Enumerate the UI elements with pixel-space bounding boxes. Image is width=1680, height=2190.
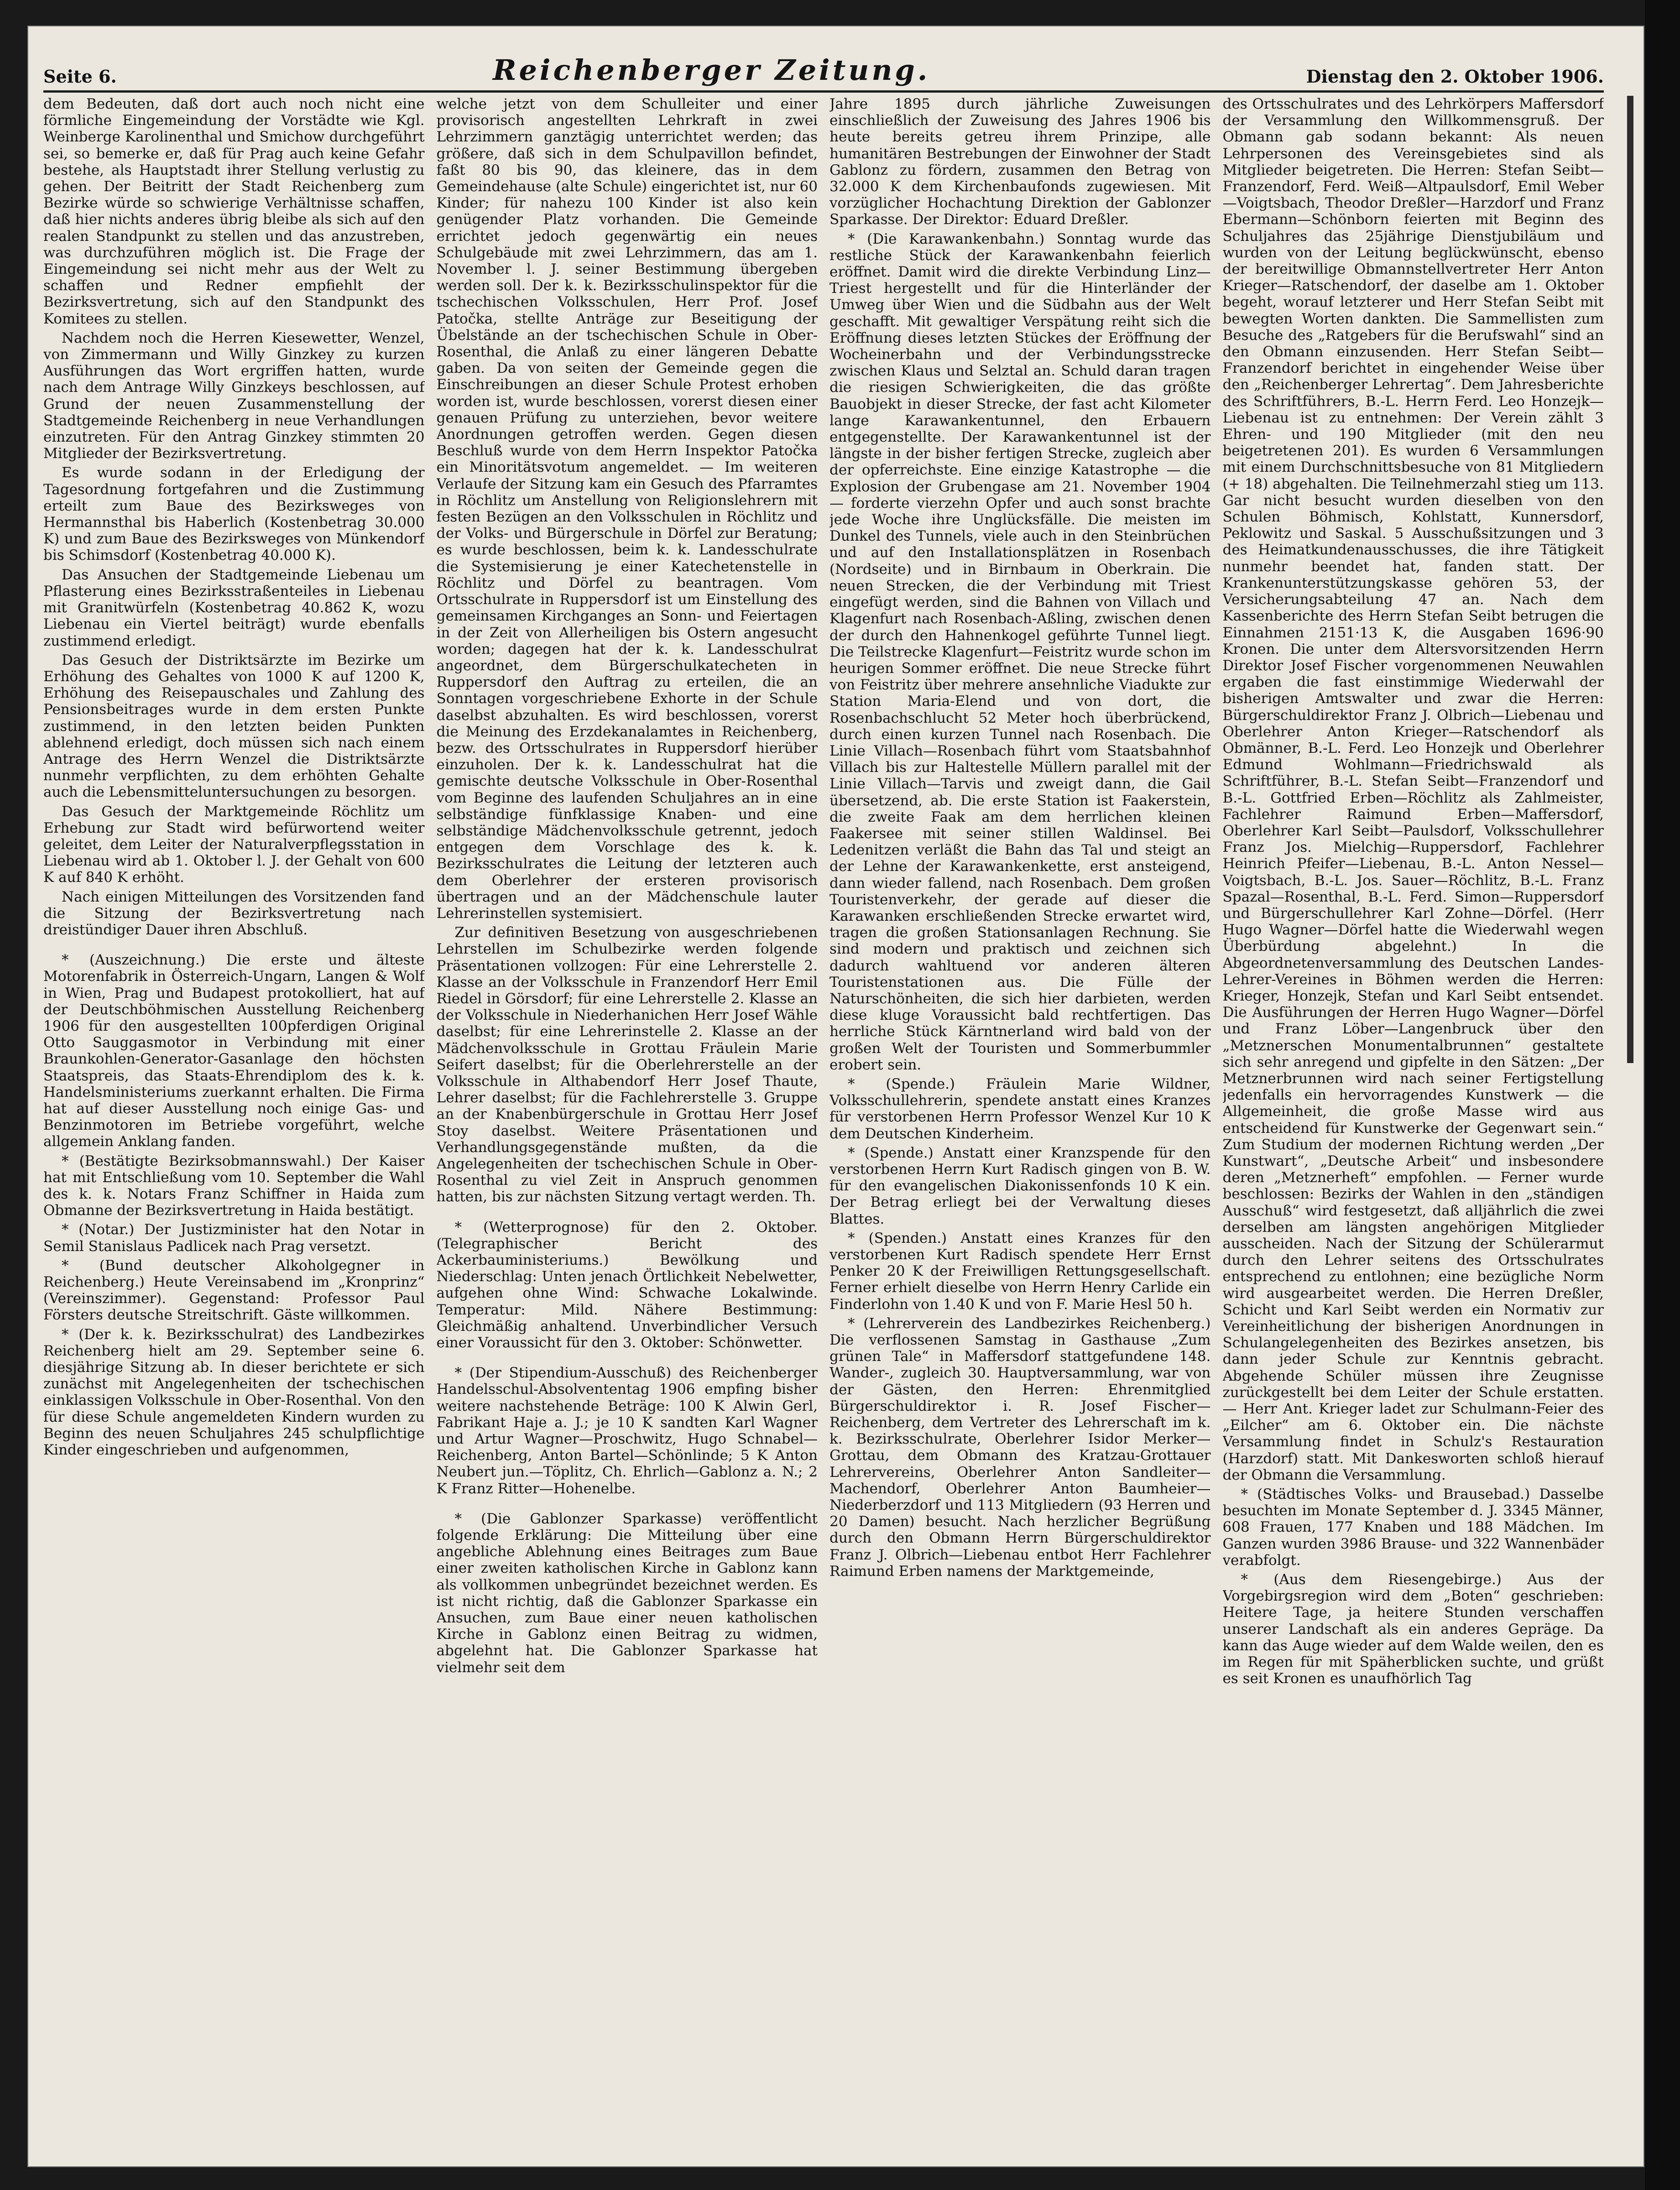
page-header — [43, 46, 1604, 93]
paragraph: Nachdem noch die Herren Kiesewetter, Wenzel, von Zimmermann und Willy Ginzkey zu kurzen Ausführungen das Wort ergriffen hatten, wurde nach dem Antrage Willy Ginzkeys beschlossen, auf Grund der neuen Zusammenstellung der Stadtgemeinde Reichenberg in neue Verhandlungen einzutreten. Für den Antrag Ginzkey stimmten 20 Mitglieder der Bezirksvertretung. — [43, 329, 425, 462]
news-item: * (Städtisches Volks- und Brausebad.) Dasselbe besuchten im Monate September d. J. 3345 Männer, 608 Frauen, 177 Knaben und 188 Mädchen. Im Ganzen wurden 3986 Brause- und 322 Wannenbäder verabfolgt. — [1222, 1486, 1604, 1569]
column-1 — [43, 96, 425, 2103]
news-item: * (Spende.) Fräulein Marie Wildner, Volksschullehrerin, spendete anstatt eines Kranzes für verstorbenen Herrn Professor Wenzel Kur 10 K dem Deutschen Kinderheim. — [830, 1075, 1211, 1142]
news-item: * (Lehrerverein des Landbezirkes Reichenberg.) Die verflossenen Samstag in Gasthause „Zum grünen Tale“ in Maffersdorf stattgefundene 148. Wander-, zugleich 30. Hauptversammlung, war von der Gästen, den Herren: Ehrenmitglied Bürgerschuldirektor i. R. Josef Fischer—Reichenberg, dem Vertreter des Lehrerschaft im k. k. Bezirksschulrate, Oberlehrer Isidor Merker—Grottau, dem Obmann des Kratzau-Grottauer Lehrervereins, Oberlehrer Anton Sandleiter—Machendorf, Oberlehrer Anton Baumheier—Niederberzdorf und 113 Mitgliedern (93 Herren und 20 Damen) besucht. Nach herzlicher Begrüßung durch den Obmann Herrn Bürgerschuldirektor Franz J. Olbrich—Liebenau entbot Herr Fachlehrer Raimund Erben namens der Marktgemeinde, — [830, 1315, 1211, 1580]
column-4 — [1223, 96, 1604, 2103]
news-item: * (Bestätigte Bezirksobmannswahl.) Der Kaiser hat mit Entschließung vom 10. September die Wahl des k. k. Notars Franz Schiffner in Haida zum Obmanne der Bezirksvertretung in Haida bestätigt. — [43, 1152, 425, 1219]
news-item: * (Der Stipendium-Ausschuß) des Reichenberger Handelsschul-Absolvententag 1906 empfing bisher weitere nachstehende Beträge: 100 K Alwin Gerl, Fabrikant Haje a. J.; je 10 K sandten Karl Wagner und Artur Wagner—Proschwitz, Hugo Schnabel—Reichenberg, Anton Bartel—Schönlinde; 5 K Anton Neubert jun.—Töplitz, Ch. Ehrlich—Gablonz a. N.; 2 K Franz Ritter—Hohenelbe. — [436, 1365, 818, 1497]
column-3 — [830, 96, 1211, 2103]
paragraph: Es wurde sodann in der Erledigung der Tagesordnung fortgefahren und die Zustimmung erteilt zum Baue des Bezirksweges von Hermannsthal bis Haberlich (Kostenbetrag 30.000 K) und zum Baue des Bezirksweges von Münkendorf bis Schimsdorf (Kostenbetrag 40.000 K). — [43, 464, 425, 564]
paragraph: Nach einigen Mitteilungen des Vorsitzenden fand die Sitzung der Bezirksvertretung nach dreistündiger Dauer ihren Abschluß. — [43, 888, 425, 938]
news-item: * (Bund deutscher Alkoholgegner in Reichenberg.) Heute Vereinsabend im „Kronprinz“ (Vereinszimmer). Gegenstand: Professor Paul Försters deutsche Streitschrift. Gäste willkommen. — [43, 1257, 425, 1324]
paragraph: dem Bedeuten, daß dort auch noch nicht eine förmliche Eingemeindung der Vorstädte wie Kgl. Weinberge Karolinenthal und Smichow durchgeführt sei, so bemerke er, daß für Prag auch keine Gefahr bestehe, als Hauptstadt ihrer Stellung verlustig zu gehen. Der Beitritt der Stadt Reichenberg zum Bezirke würde so schwierige Verhältnisse schaffen, daß hier nichts anderes übrig bleibe als sich auf den realen Standpunkt zu stellen und das anzustreben, was durchzuführen möglich ist. Die Frage der Eingemeindung sei nicht mehr aus der Welt zu schaffen und Redner empfiehlt der Bezirksvertretung, sich auf den Standpunkt des Komitees zu stellen. — [43, 96, 425, 327]
news-item: * (Spende.) Anstatt einer Kranzspende für den verstorbenen Herrn Kurt Radisch gingen von B. W. für den evangelischen Diakonissenfonds 10 K ein. Der Betrag erliegt bei der Verwaltung dieses Blattes. — [830, 1144, 1211, 1227]
news-item: * (Wetterprognose) für den 2. Oktober. (Telegraphischer Bericht des Ackerbauministeriums.) Bewölkung und Niederschlag: Unten jenach Örtlichkeit Nebelwetter, aufgehen ohne Wind: Schwache Lokalwinde. Temperatur: Mild. Nähere Bestimmung: Gleichmäßig anhaltend. Unverbindlicher Versuch einer Voraussicht für den 3. Oktober: Schönwetter. — [436, 1219, 818, 1351]
news-item: * (Die Gablonzer Sparkasse) veröffentlicht folgende Erklärung: Die Mitteilung über eine angebliche Ablehnung eines Beitrages zum Baue einer zweiten katholischen Kirche in Gablonz kann als vollkommen unbegründet bezeichnet werden. Es ist nicht richtig, daß die Gablonzer Sparkasse ein Ansuchen, zum Baue einer neuen katholischen Kirche in Gablonz einen Beitrag zu widmen, abgelehnt hat. Die Gablonzer Sparkasse hat vielmehr seit dem — [436, 1510, 818, 1676]
news-item: * (Notar.) Der Justizminister hat den Notar in Semil Stanislaus Padlicek nach Prag versetzt. — [43, 1221, 425, 1255]
news-item: * (Spenden.) Anstatt eines Kranzes für den verstorbenen Kurt Radisch spendete Herr Ernst Penker 20 K der Freiwilligen Rettungsgesellschaft. Ferner erhielt dieselbe von Herrn Henry Carlide ein Finderlohn von 1.40 K und von F. Marie Hesl 50 h. — [830, 1230, 1211, 1313]
news-item: * (Aus dem Riesengebirge.) Aus der Vorgebirgsregion wird dem „Boten“ geschrieben: Heitere Tage, ja heitere Stunden verschaffen unserer Landschaft als ein anderes Gepräge. Da kann das Auge wieder auf dem Walde weilen, den es im Regen für mit Späherblicken suchte, und grüßt es seit Kronen es unaufhörlich Tag — [1222, 1571, 1604, 1687]
paragraph: Das Gesuch der Marktgemeinde Röchlitz um Erhebung zur Stadt wird befürwortend weiter geleitet, dem Leiter der Naturalverpflegsstation in Liebenau wird ab 1. Oktober l. J. der Gehalt von 600 K auf 840 K erhöht. — [43, 803, 425, 886]
paragraph: Das Gesuch der Distriktsärzte im Bezirke um Erhöhung des Gehaltes von 1000 K auf 1200 K, Erhöhung des Reisepauschales und Zahlung des Pensionsbeitrages wurde in dem ersten Punkte zustimmend, in den letzten beiden Punkten ablehnend erledigt, doch müssen sich nach einem Antrage des Herrn Wenzel die Distriktsärzte nunmehr verpflichten, zu dem erhöhten Gehalte auch die Lebensmitteluntersuchungen zu besorgen. — [43, 652, 425, 801]
paragraph: welche jetzt von dem Schulleiter und einer provisorisch angestellten Lehrkraft in zwei Lehrzimmern ganztägig unterrichtet werden; das größere, daß sich in dem Schulpavillon befindet, faßt 80 bis 90, das kleinere, das in dem Gemeindehause (alte Schule) eingerichtet ist, nur 60 Kinder; für nahezu 100 Kinder ist also kein genügender Platz vorhanden. Die Gemeinde errichtet jedoch gegenwärtig ein neues Schulgebäude mit zwei Lehrzimmern, das am 1. November l. J. seiner Bestimmung übergeben werden soll. Der k. k. Bezirksschulinspektor für die tschechischen Volksschulen, Herr Prof. Josef Patočka, stellte Anträge zur Beseitigung der Übelstände an der tschechischen Schule in Ober-Rosenthal, die Anlaß zu einer längeren Debatte gaben. Da von seiten der Gemeinde gegen die Einschreibungen an dieser Schule Protest erhoben worden ist, wurde beschlossen, vorerst diesen einer genauen Prüfung zu unterziehen, bevor weitere Anordnungen getroffen werden. Gegen diesen Beschluß wurde von dem Herrn Inspektor Patočka ein Minoritätsvotum angemeldet. — Im weiteren Verlaufe der Sitzung kam ein Gesuch des Pfarramtes in Röchlitz um Anstellung von Religionslehrern mit festen Bezügen an den Volksschulen in Röchlitz und der Volks- und Bürgerschule in Dörfel zur Beratung; es wurde beschlossen, beim k. k. Landesschulrate die Systemisierung je einer Katechetenstelle in Röchlitz und Dörfel zu beantragen. Vom Ortsschulrate in Ruppersdorf ist um Einstellung des gemeinsamen Kirchganges an Sonn- und Feiertagen in der Zeit von Allerheiligen bis Ostern angesucht worden; dagegen hat der k. k. Landesschulrat angeordnet, dem Bürgerschulkatecheten in Ruppersdorf den Auftrag zu erteilen, die an Sonntagen vorgeschriebene Exhorte in der Schule daselbst abzuhalten. Es wird beschlossen, vorerst die Meinung des Erzdekanalamtes in Reichenberg, bezw. des Ortsschulrates in Ruppersdorf hierüber einzuholen. Der k. k. Landesschulrat hat die gemischte deutsche Volksschule in Ober-Rosenthal vom Beginne des laufenden Schuljahres an in eine selbständige fünfklassige Knaben- und eine selbständige Mädchenvolksschule getrennt, jedoch entgegen dem Vorschlage des k. k. Bezirksschulrates die Leitung der letzteren auch dem Oberlehrer der ersteren provisorisch übertragen und an der Mädchenschule lauter Lehrerinstellen systemisiert. — [436, 96, 818, 922]
paragraph: Zur definitiven Besetzung von ausgeschriebenen Lehrstellen im Schulbezirke werden folgende Präsentationen vollzogen: Für eine Lehrerstelle 2. Klasse an der Volksschule in Franzendorf Herr Emil Riedel in Görsdorf; für eine Lehrerstelle 2. Klasse an der Volksschule in Niederhanichen Herr Josef Wähle daselbst; für eine Lehrerinstelle 2. Klasse an der Mädchenvolksschule in Grottau Fräulein Marie Seifert daselbst; für die Oberlehrerstelle an der Volksschule in Althabendorf Herr Josef Thaute, Lehrer daselbst; für die Fachlehrerstelle 3. Gruppe an der Knabenbürgerschule in Grottau Herr Josef Stoy daselbst. Weitere Präsentationen und Verhandlungsgegenstände mußten, da die Angelegenheiten der tschechischen Schule in Ober-Rosenthal zu viel Zeit in Anspruch genommen hatten, bis zur nächsten Sitzung vertagt werden. Th. — [436, 924, 818, 1205]
news-item: * (Die Karawankenbahn.) Sonntag wurde das restliche Stück der Karawankenbahn feierlich eröffnet. Damit wird die direkte Verbindung Linz—Triest hergestellt und für die Hinterländer der Umweg über Wien und die Südbahn aus der Welt geschafft. Mit gewaltiger Verspätung reiht sich die Eröffnung dieses letzten Stückes der Eröffnung der Wocheinerbahn und der Verbindungsstrecke zwischen Klaus und Selztal an. Schuld daran tragen die riesigen Schwierigkeiten, die das größte Bauobjekt in dieser Strecke, der fast acht Kilometer lange Karawankentunnel, den Erbauern entgegenstellte. Der Karawankentunnel ist der längste in der bisher fertigen Strecke, zugleich aber der opferreichste. Eine einzige Katastrophe — die Explosion der Grubengase am 21. November 1904 — forderte vierzehn Opfer und auch sonst brachte jede Woche ihre Unglücksfälle. Die meisten im Dunkel des Tunnels, viele auch in den Steinbrüchen und auf den Installationsplätzen in Rosenbach (Nordseite) und in Birnbaum in Oberkrain. Die neuen Strecken, die der Verbindung mit Triest eingefügt werden, sind die Bahnen von Villach und Klagenfurt nach Rosenbach-Aßling, zwischen denen der durch den Hahnenkogel geführte Tunnel liegt. Die Teilstrecke Klagenfurt—Feistritz wurde schon im heurigen Sommer eröffnet. Die neue Strecke führt von Feistritz über mehrere ansehnliche Viadukte zur Station Maria-Elend und von dort, die Rosenbachschlucht 52 Meter hoch überbrückend, durch einen kurzen Tunnel nach Rosenbach. Die Linie Villach—Rosenbach führt vom Staatsbahnhof Villach bis zur Haltestelle Müllern parallel mit der Linie Villach—Tarvis und zweigt dann, die Gail übersetzend, ab. Die erste Station ist Faakerstein, die zweite Faak am dem herrlichen kleinen Faakersee mit seiner stillen Waldinsel. Bei Ledenitzen verläßt die Bahn das Tal und steigt an der Lehne der Karawankenkette, erst ansteigend, dann wieder fallend, nach Rosenbach. Dem großen Touristenverkehr, der gerade auf dieser die Karawanken erschließenden Strecke erwartet wird, tragen die großen Stationsanlagen Rechnung. Sie sind modern und praktisch und zeichnen sich dadurch wahltuend vor anderen älteren Touristenstationen aus. Die Fülle der Naturschönheiten, die sich hier darbieten, werden diese kluge Voraussicht bald rechtfertigen. Das herrliche Stück Kärntnerland wird bald von der großen Welt der Touristen und Sommerbummler erobert sein. — [830, 230, 1211, 1073]
page-number: Seite 6. — [43, 66, 117, 87]
column-2 — [437, 96, 818, 2103]
scan-border — [1645, 0, 1680, 2190]
paragraph: des Ortsschulrates und des Lehrkörpers Maffersdorf der Versammlung den Willkommensgruß. Der Obmann gab sodann bekannt: Als neuen Lehrpersonen des Vereinsgebietes sind als Mitglieder beigetreten. Die Herren: Stefan Seibt—Franzendorf, Ferd. Weiß—Altpaulsdorf, Emil Weber—Voigtsbach, Theodor Dreßler—Harzdorf und Franz Ebermann—Schönborn feierten mit Beginn des Schuljahres das 25jährige Dienstjubiläum und wurden von der Leitung beglückwünscht, ebenso der bereitwillige Obmannstellvertreter Herr Anton Krieger—Ratschendorf, der daselbe am 1. Oktober begeht, worauf letzterer und Herr Stefan Seibt mit bewegten Worten dankten. Die Sammellisten zum Besuche des „Ratgebers für die Berufswahl“ sind an den Obmann einzusenden. Herr Stefan Seibt—Franzendorf berichtet in eingehender Weise über den „Reichenberger Lehrertag“. Dem Jahresberichte des Schriftführers, B.-L. Herrn Ferd. Leo Honzejk—Liebenau ist zu entnehmen: Der Verein zählt 3 Ehren- und 190 Mitglieder (mit den neu beigetretenen 201). Es wurden 6 Versammlungen mit einem Durchschnittsbesuche von 81 Mitgliedern (+ 18) abgehalten. Die Teilnehmerzahl stieg um 113. Gar nicht besucht wurden dieselben von den Schulen Böhmisch, Kohlstatt, Kunnersdorf, Peklowitz und Saskal. 5 Ausschußsitzungen und 3 des Heimatkundenausschusses, die ihre Tätigkeit nunmehr beendet hat, fanden statt. Der Krankenunterstützungskasse gehören 53, der Versicherungsabteilung 47 an. Nach dem Kassenberichte des Herrn Stefan Seibt betrugen die Einnahmen 2151·13 K, die Ausgaben 1696·90 Kronen. Die unter dem Altersvorsitzenden Herrn Direktor Josef Fischer vorgenommenen Neuwahlen ergaben die fast einstimmige Wiederwahl der bisherigen Amtswalter und zwar die Herren: Bürgerschuldirektor Franz J. Olbrich—Liebenau und Oberlehrer Anton Krieger—Ratschendorf als Obmänner, B.-L. Ferd. Leo Honzejk und Oberlehrer Edmund Wohlmann—Friedrichswald als Schriftführer, B.-L. Stefan Seibt—Franzendorf und B.-L. Gottfried Erben—Röchlitz als Zahlmeister, Fachlehrer Raimund Erben—Maffersdorf, Oberlehrer Karl Seibt—Paulsdorf, Volksschullehrer Franz Jos. Mielchig—Ruppersdorf, Fachlehrer Heinrich Pfeifer—Liebenau, B.-L. Anton Nessel—Voigtsbach, B.-L. Jos. Sauer—Röchlitz, B.-L. Franz Spazal—Rosenthal, B.-L. Ferd. Simon—Ruppersdorf und Bürgerschullehrer Karl Zohne—Dörfel. (Herr Hugo Wagner—Dörfel hatte die Wiederwahl wegen Überbürdung abgelehnt.) In die Abgeordnetenversammlung des Deutschen Landes-Lehrer-Vereines in Böhmen werden die Herren: Krieger, Honzejk, Stefan und Karl Seibt entsendet. Die Ausführungen der Herren Hugo Wagner—Dörfel und Franz Löber—Langenbruck über den „Metznerschen Monumentalbrunnen“ gestaltete sich sehr anregend und gipfelte in den Sätzen: „Der Metznerbrunnen wird nach seiner Fertigstellung jedenfalls ein hervorragendes Kunstwerk — die Allgemeinheit, die große Masse wird aus entscheidend für Kunstwerke der Gegenwart sein.“ Zum Studium der modernen Richtung werden „Der Kunstwart“, „Deutsche Arbeit“ und insbesondere deren „Metznerheft“ empfohlen. — Ferner wurde beschlossen: Bezirks der Wahlen in den „ständigen Ausschuß“ wird festgesetzt, daß alljährlich die zwei derselben am längsten angehörigen Mitglieder ausscheiden. Nach der Sitzung der Schülerarmut durch den Lehrer seitens des Ortsschulrates entsprechend zu entlohnen; eine bezügliche Norm wird ausgearbeitet werden. Die Herren Dreßler, Schicht und Karl Seibt werden ein Normativ zur Vereinheitlichung der bisherigen Anordnungen in Schulangelegenheiten des Bezirkes ansetzen, bis dann jeder Schule zur Kenntnis gebracht. Abgehende Schüler müssen ihre Zeugnisse zurückgestellt bei dem Leiter der Schule erstatten. — Herr Ant. Krieger ladet zur Schulmann-Feier des „Eilcher“ am 6. Oktober ein. Die nächste Versammlung findet in Schulz's Restauration (Harzdorf) statt. Mit Dankesworten schloß hierauf der Obmann die Versammlung. — [1222, 96, 1604, 1483]
scan-artifact — [1627, 96, 1633, 1063]
masthead-title: Reichenberger Zeitung. — [492, 53, 930, 87]
article-columns — [43, 96, 1604, 2103]
news-item: * (Auszeichnung.) Die erste und älteste Motorenfabrik in Österreich-Ungarn, Langen & Wolf in Wien, Prag und Budapest protokolliert, hat auf der Deutschböhmischen Ausstellung Reichenberg 1906 für den ausgestellten 100pferdigen Original Otto Sauggasmotor in Verbindung mit einer Braunkohlen-Generator-Gasanlage den höchsten Staatspreis, das Staats-Ehrendiplom des k. k. Handelsministeriums zuerkannt erhalten. Die Firma hat auf dieser Ausstellung noch einige Gas- und Benzinmotoren im Betriebe vorgeführt, welche allgemein Anklang fanden. — [43, 952, 425, 1150]
paragraph: Jahre 1895 durch jährliche Zuweisungen einschließlich der Zuweisung des Jahres 1906 bis heute bereits getreu ihrem Prinzipe, alle humanitären Bestrebungen der Einwohner der Stadt Gablonz zu fördern, zusammen den Betrag von 32.000 K dem Kirchenbaufonds zugewiesen. Mit vorzüglicher Hochachtung Direktion der Gablonzer Sparkasse. Der Direktor: Eduard Dreßler. — [830, 96, 1211, 228]
paragraph: Das Ansuchen der Stadtgemeinde Liebenau um Pflasterung eines Bezirksstraßenteiles in Liebenau mit Granitwürfeln (Kostenbetrag 40.862 K, wozu Liebenau ein Viertel beiträgt) wurde ebenfalls zustimmend erledigt. — [43, 566, 425, 649]
news-item: * (Der k. k. Bezirksschulrat) des Landbezirkes Reichenberg hielt am 29. September seine 6. diesjährige Sitzung ab. In dieser berichtete er sich zunächst mit Angelegenheiten der tschechischen einklassigen Volksschule in Ober-Rosenthal. Von den für diese Schule angemeldeten Kindern wurden zu Beginn des neuen Schuljahres 245 schulpflichtige Kinder eingeschrieben und aufgenommen, — [43, 1326, 425, 1459]
issue-date: Dienstag den 2. Oktober 1906. — [1306, 66, 1604, 87]
